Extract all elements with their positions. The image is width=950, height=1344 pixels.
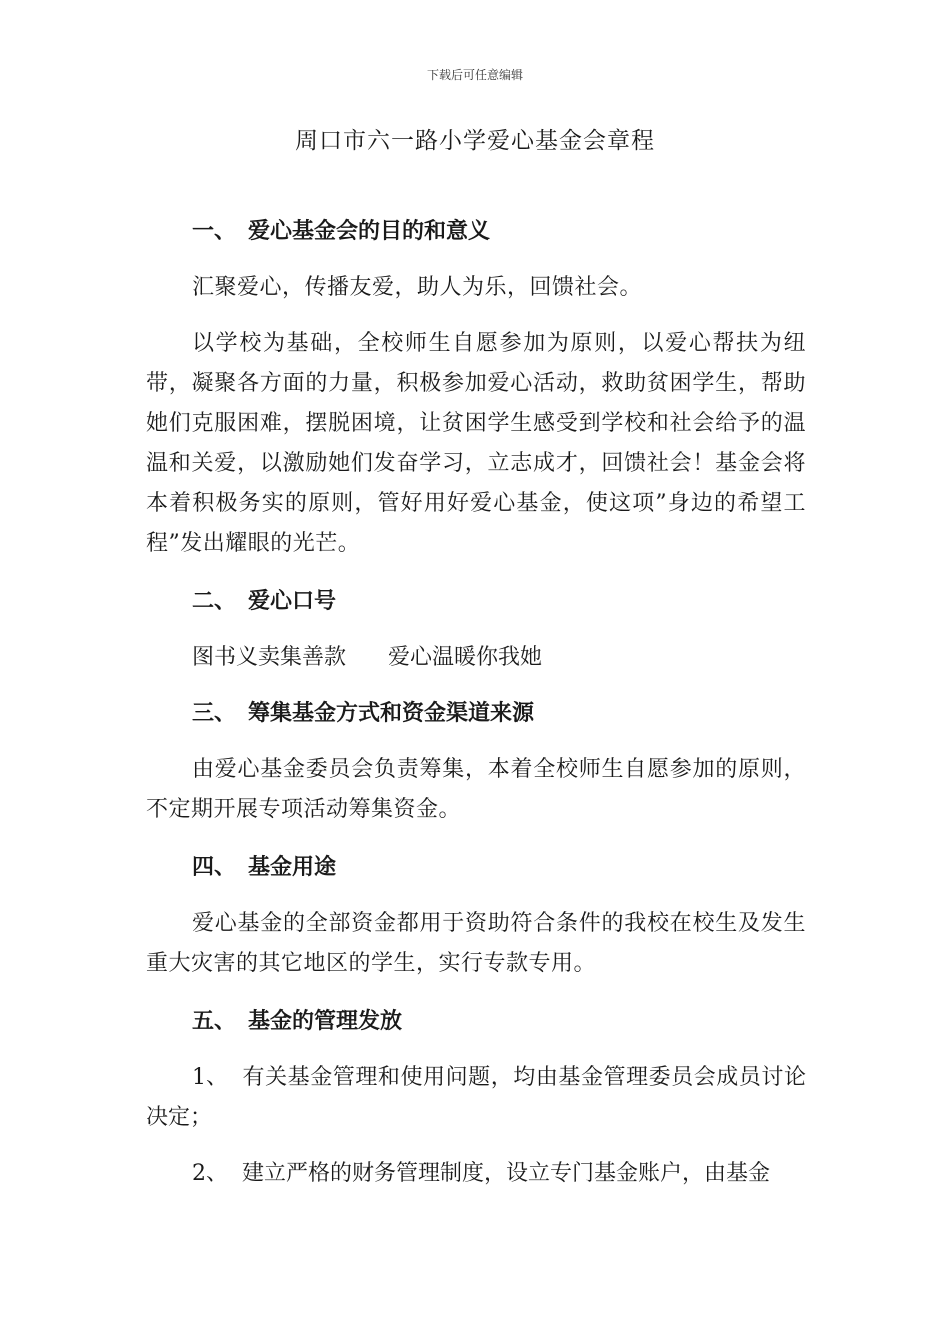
section-number: 一、 (192, 219, 237, 244)
slogan-part-2: 爱心温暖你我她 (388, 645, 543, 670)
paragraph: 汇聚爱心，传播友爱，助人为乐，回馈社会。 (192, 275, 643, 300)
document-title: 周口市六一路小学爱心基金会章程 (295, 128, 655, 154)
section-heading (146, 1002, 806, 1042)
section-title: 爱心口号 (248, 589, 337, 614)
section-heading (146, 212, 806, 252)
section-heading (146, 694, 806, 734)
numbered-item (146, 1058, 806, 1138)
paragraph: 以学校为基础，全校师生自愿参加为原则，以爱心帮扶为纽带，凝聚各方面的力量，积极参加爱心活动，救助贫困学生，帮助她们克服困难，摆脱困境，让贫困学生感受到学校和社会给予的温温和关爱，以激励她们发奋学习，立志成才，回馈社会！基金会将本着积极务实的原则，管好用好爱心基金，使这项”身边的希望工程”发出耀眼的光芒。 (146, 331, 806, 556)
section-title: 基金的管理发放 (248, 1009, 403, 1034)
section-heading (146, 582, 806, 622)
paragraph: 由爱心基金委员会负责筹集，本着全校师生自愿参加的原则，不定期开展专项活动筹集资金。 (146, 757, 806, 822)
item-text: 建立严格的财务管理制度，设立专门基金账户，由基金 (242, 1161, 771, 1186)
section-number: 四、 (192, 855, 237, 880)
paragraph: 爱心基金的全部资金都用于资助符合条件的我校在校生及发生重大灾害的其它地区的学生，实行专款专用。 (146, 911, 806, 976)
section-title: 爱心基金会的目的和意义 (248, 219, 491, 244)
slogan-line (146, 638, 806, 678)
section-title: 筹集基金方式和资金渠道来源 (248, 701, 535, 726)
item-text: 有关基金管理和使用问题，均由基金管理委员会成员讨论决定； (146, 1065, 806, 1130)
numbered-item (146, 1154, 806, 1194)
section-title: 基金用途 (248, 855, 337, 880)
section-number: 三、 (192, 701, 237, 726)
section-heading (146, 848, 806, 888)
item-number: 1、 (192, 1065, 228, 1090)
document-body (146, 212, 806, 1210)
slogan-part-1: 图书义卖集善款 (192, 645, 347, 670)
item-number: 2、 (192, 1161, 228, 1186)
section-number: 五、 (192, 1009, 237, 1034)
header-note: 下载后可任意编辑 (426, 68, 523, 82)
section-number: 二、 (192, 589, 237, 614)
